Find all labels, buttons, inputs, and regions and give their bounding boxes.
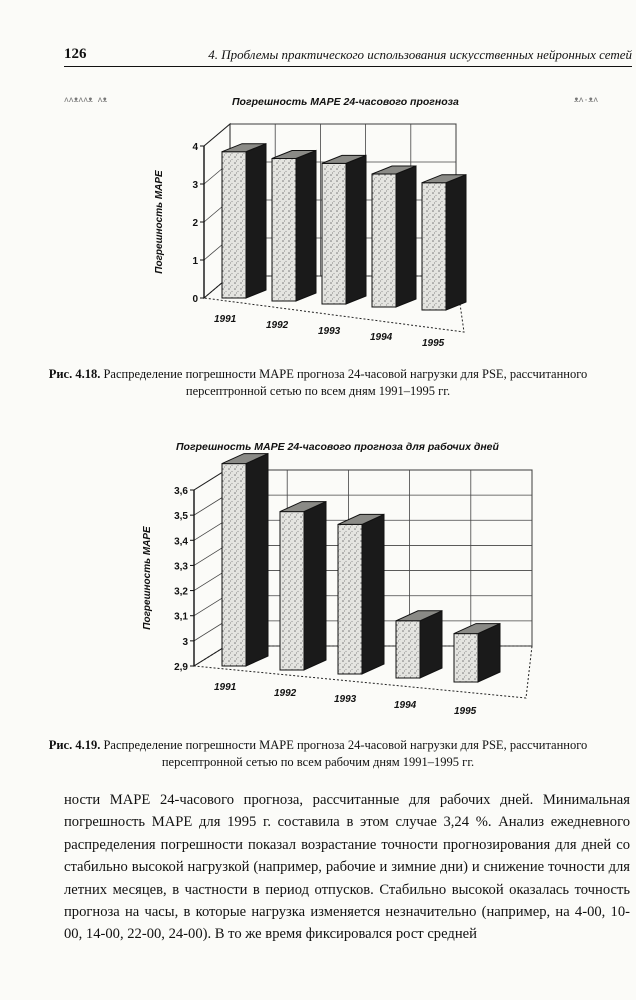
y-axis-label: Погрешность MAPE: [154, 170, 165, 274]
y-tick-label: 3,4: [174, 536, 188, 548]
y-axis-label: Погрешность MAPE: [142, 526, 153, 630]
side-gridline: [194, 495, 226, 515]
x-tick-label-1991: 1991: [214, 314, 237, 325]
x-tick-label-1993: 1993: [334, 694, 357, 705]
x-tick-label-1995: 1995: [454, 706, 477, 717]
y-tick-label: 2,9: [174, 662, 188, 673]
x-tick-label-1992: 1992: [266, 320, 289, 331]
y-tick-label: 4: [192, 142, 198, 153]
bar-side-1992: [304, 502, 326, 670]
figure-2-caption-label: Рис. 4.19.: [48, 738, 101, 752]
figure-1-title: Погрешность MAPE 24-часового прогноза: [232, 96, 459, 108]
figure-2-caption-text: Распределение погрешности MAPE прогноза 24-часовой нагрузки для PSE, рассчитанного персептронной сетью по всем рабочим дням 1991–1995 гг.: [103, 738, 588, 769]
page-number: 126: [64, 46, 87, 62]
side-gridline: [194, 621, 226, 641]
bar-side-1993: [362, 514, 384, 674]
bar-front-1993: [338, 524, 362, 674]
y-tick-label: 3,5: [174, 511, 188, 523]
x-tick-label-1994: 1994: [394, 700, 417, 711]
body-paragraph: ности MAPE 24-часового прогноза, рассчитанные для рабочих дней. Минимальная погрешность MAPE для 1995 г. составила в этом случае 3,24 %. Анализ ежедневного распределения погрешности показал возрастание точности прогнозирования для дней со стабильно высокой нагрузкой (например, рабочие и зимние дни) и снижение точности для летних месяцев, в частности в период отпусков. Стабильно высокой оказалась точность прогноза на часы, в которые нагрузка изменяется незначительно (например, на 4-00, 10-00, 14-00, 22-00, 24-00). В то же время фиксировался рост средней: [64, 792, 630, 943]
y-tick-label: 3,6: [174, 486, 188, 497]
y-tick-label: 3: [192, 180, 198, 191]
side-gridline: [194, 520, 226, 540]
bar-front-1991: [222, 464, 246, 666]
x-tick-label-1991: 1991: [214, 682, 237, 693]
y-tick-label: 3: [182, 636, 188, 648]
figure-2-title: Погрешность MAPE 24-часового прогноза для рабочих дней: [176, 441, 499, 453]
y-tick-label: 0: [192, 294, 198, 305]
bar-front-1995: [454, 634, 478, 682]
bar-side-1994: [420, 611, 442, 678]
scan-artifact-left: ᴧᴧᴥᴧᴧᴥ ᴧᴥ: [64, 96, 108, 105]
side-gridline: [194, 596, 226, 616]
x-tick-label-1993: 1993: [318, 326, 341, 337]
figure-1-caption-text: Распределение погрешности MAPE прогноза 24-часовой нагрузки для PSE, рассчитанного персептронной сетью по всем дням 1991–1995 гг.: [103, 367, 588, 398]
scan-artifact-right: ᴥᴧ·ᴥᴧ: [574, 96, 599, 105]
y-tick-label: 1: [192, 256, 198, 267]
y-tick-label: 3,2: [174, 586, 188, 598]
y-tick-label: 2: [192, 218, 198, 229]
running-title: 4. Проблемы практического использования искусственных нейронных сетей: [208, 47, 632, 62]
figure-2-caption: [30, 737, 606, 771]
x-tick-label-1994: 1994: [370, 332, 393, 343]
y-tick-label: 3,1: [174, 611, 188, 623]
x-tick-label-1992: 1992: [274, 688, 297, 699]
bar-front-1994: [396, 621, 420, 678]
side-gridline: [194, 571, 226, 591]
x-tick-label-1995: 1995: [422, 338, 445, 349]
left-wall: [194, 470, 226, 666]
body-text: [64, 789, 630, 946]
side-gridline: [194, 545, 226, 565]
bar-front-1992: [280, 512, 304, 670]
bar-side-1991: [246, 454, 268, 666]
y-tick-label: 3,3: [174, 561, 188, 573]
figure-1-caption-label: Рис. 4.18.: [48, 367, 101, 381]
